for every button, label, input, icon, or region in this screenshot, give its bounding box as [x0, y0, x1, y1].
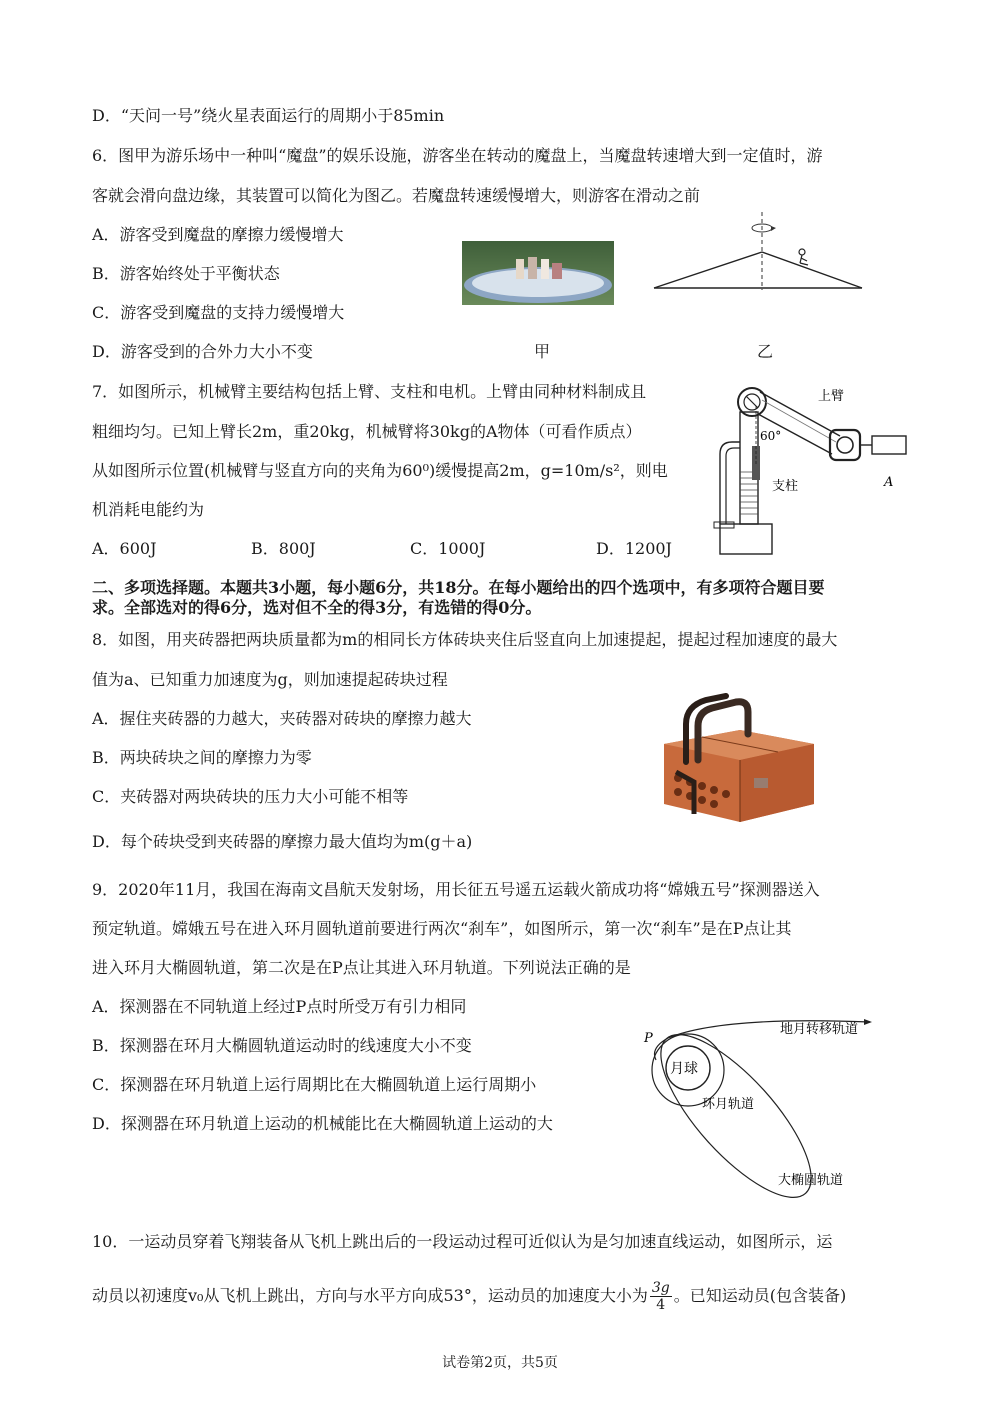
section-2-heading-line-2: 求。全部选对的得6分，选对但不全的得3分，有选错的得0分。 — [92, 598, 542, 617]
q6-option-a: A．游客受到魔盘的摩擦力缓慢增大 — [92, 225, 344, 244]
fig-label-circular-orbit: 环月轨道 — [702, 1097, 755, 1112]
q6-option-b: B．游客始终处于平衡状态 — [92, 264, 280, 283]
q10-fraction — [650, 1280, 672, 1313]
q8-option-b: B．两块砖块之间的摩擦力为零 — [92, 748, 312, 767]
robot-arm-diagram — [712, 372, 912, 558]
q9-stem-line-2: 预定轨道。嫦娥五号在进入环月圆轨道前要进行两次“刹车”，如图所示，第一次“刹车”是在P点让其 — [92, 919, 792, 938]
tourist-icon — [799, 249, 808, 265]
fig-label-a: A — [884, 475, 894, 490]
fig-label-pillar: 支柱 — [772, 479, 799, 494]
fig-label-p: P — [644, 1031, 653, 1046]
q6-option-d: D．游客受到的合外力大小不变 — [92, 342, 313, 361]
q8-stem-line-1: 8．如图，用夹砖器把两块质量都为m的相同长方体砖块夹住后竖直向上加速提起，提起过程加速度的最大 — [92, 630, 838, 649]
q8-option-c: C．夹砖器对两块砖块的压力大小可能不相等 — [92, 787, 409, 806]
q7-option-b: B．800J — [251, 539, 316, 558]
q6-stem-line-2: 客就会滑向盘边缘，其装置可以简化为图乙。若魔盘转速缓慢增大，则游客在滑动之前 — [92, 186, 701, 205]
q7-stem-line-4: 机消耗电能约为 — [92, 500, 205, 519]
q9-option-d: D．探测器在环月轨道上运动的机械能比在大椭圆轨道上运动的大 — [92, 1114, 553, 1133]
q8-option-a: A．握住夹砖器的力越大，夹砖器对砖块的摩擦力越大 — [92, 709, 472, 728]
q9-stem-line-3: 进入环月大椭圆轨道，第二次是在P点让其进入环月轨道。下列说法正确的是 — [92, 958, 631, 977]
magic-disk-photo — [462, 241, 614, 305]
q9-option-c: C．探测器在环月轨道上运行周期比在大椭圆轨道上运行周期小 — [92, 1075, 537, 1094]
q9-option-b: B．探测器在环月大椭圆轨道运动时的线速度大小不变 — [92, 1036, 472, 1055]
lunar-orbit-diagram — [632, 1008, 892, 1198]
page-footer: 试卷第2页，共5页 — [442, 1355, 558, 1371]
brick-clamp-photo — [656, 682, 822, 832]
q7-option-c: C．1000J — [410, 539, 486, 558]
section-2-heading-line-1: 二、多项选择题。本题共3小题，每小题6分，共18分。在每小题给出的四个选项中，有多项符合题目要 — [92, 578, 825, 597]
q10-fraction-numerator: 3g — [651, 1280, 670, 1296]
fig-label-moon: 月球 — [670, 1061, 698, 1077]
q10-stem-line-2-b: 。已知运动员(包含装备) — [673, 1286, 847, 1305]
q10-stem-line-2-a: 动员以初速度v₀从飞机上跳出，方向与水平方向成53°，运动员的加速度大小为 — [92, 1286, 648, 1305]
q9-option-a: A．探测器在不同轨道上经过P点时所受万有引力相同 — [92, 997, 467, 1016]
fig-label-transfer-orbit: 地月转移轨道 — [780, 1022, 859, 1037]
q6-stem-line-1: 6．图甲为游乐场中一种叫“魔盘”的娱乐设施，游客坐在转动的魔盘上，当魔盘转速增大到一定值时，游 — [92, 146, 823, 165]
fig-label-yi: 乙 — [757, 342, 774, 361]
q8-stem-line-2: 值为a、已知重力加速度为g，则加速提起砖块过程 — [92, 670, 448, 689]
q7-option-a: A．600J — [92, 539, 157, 558]
q7-option-d: D．1200J — [596, 539, 672, 558]
fig-label-jia: 甲 — [534, 342, 551, 361]
fig-label-ellipse-orbit: 大椭圆轨道 — [778, 1173, 844, 1188]
q10-fraction-denominator: 4 — [656, 1297, 666, 1313]
q7-stem-line-3: 从如图所示位置(机械臂与竖直方向的夹角为60⁰)缓慢提高2m，g=10m/s²，则电 — [92, 461, 668, 480]
q10-stem-line-1: 10．一运动员穿着飞翔装备从飞机上跳出后的一段运动过程可近似认为是匀加速直线运动，如图所示，运 — [92, 1232, 833, 1251]
fig-label-angle: 60° — [760, 429, 782, 443]
fig-label-upper-arm: 上臂 — [818, 389, 845, 404]
q5-option-d: D．“天问一号”绕火星表面运行的周期小于85min — [92, 106, 445, 125]
q10-stem-line-2 — [92, 1280, 846, 1313]
q8-option-d: D．每个砖块受到夹砖器的摩擦力最大值均为m(g＋a) — [92, 832, 473, 851]
cone-diagram — [650, 212, 870, 292]
q7-stem-line-2: 粗细均匀。已知上臂长2m，重20kg，机械臂将30kg的A物体（可看作质点） — [92, 422, 642, 441]
q7-stem-line-1: 7．如图所示，机械臂主要结构包括上臂、支柱和电机。上臂由同种材料制成且 — [92, 382, 647, 401]
q6-option-c: C．游客受到魔盘的支持力缓慢增大 — [92, 303, 345, 322]
q9-stem-line-1: 9．2020年11月，我国在海南文昌航天发射场，用长征五号遥五运载火箭成功将“嫦娥五号”探测器送入 — [92, 880, 820, 899]
